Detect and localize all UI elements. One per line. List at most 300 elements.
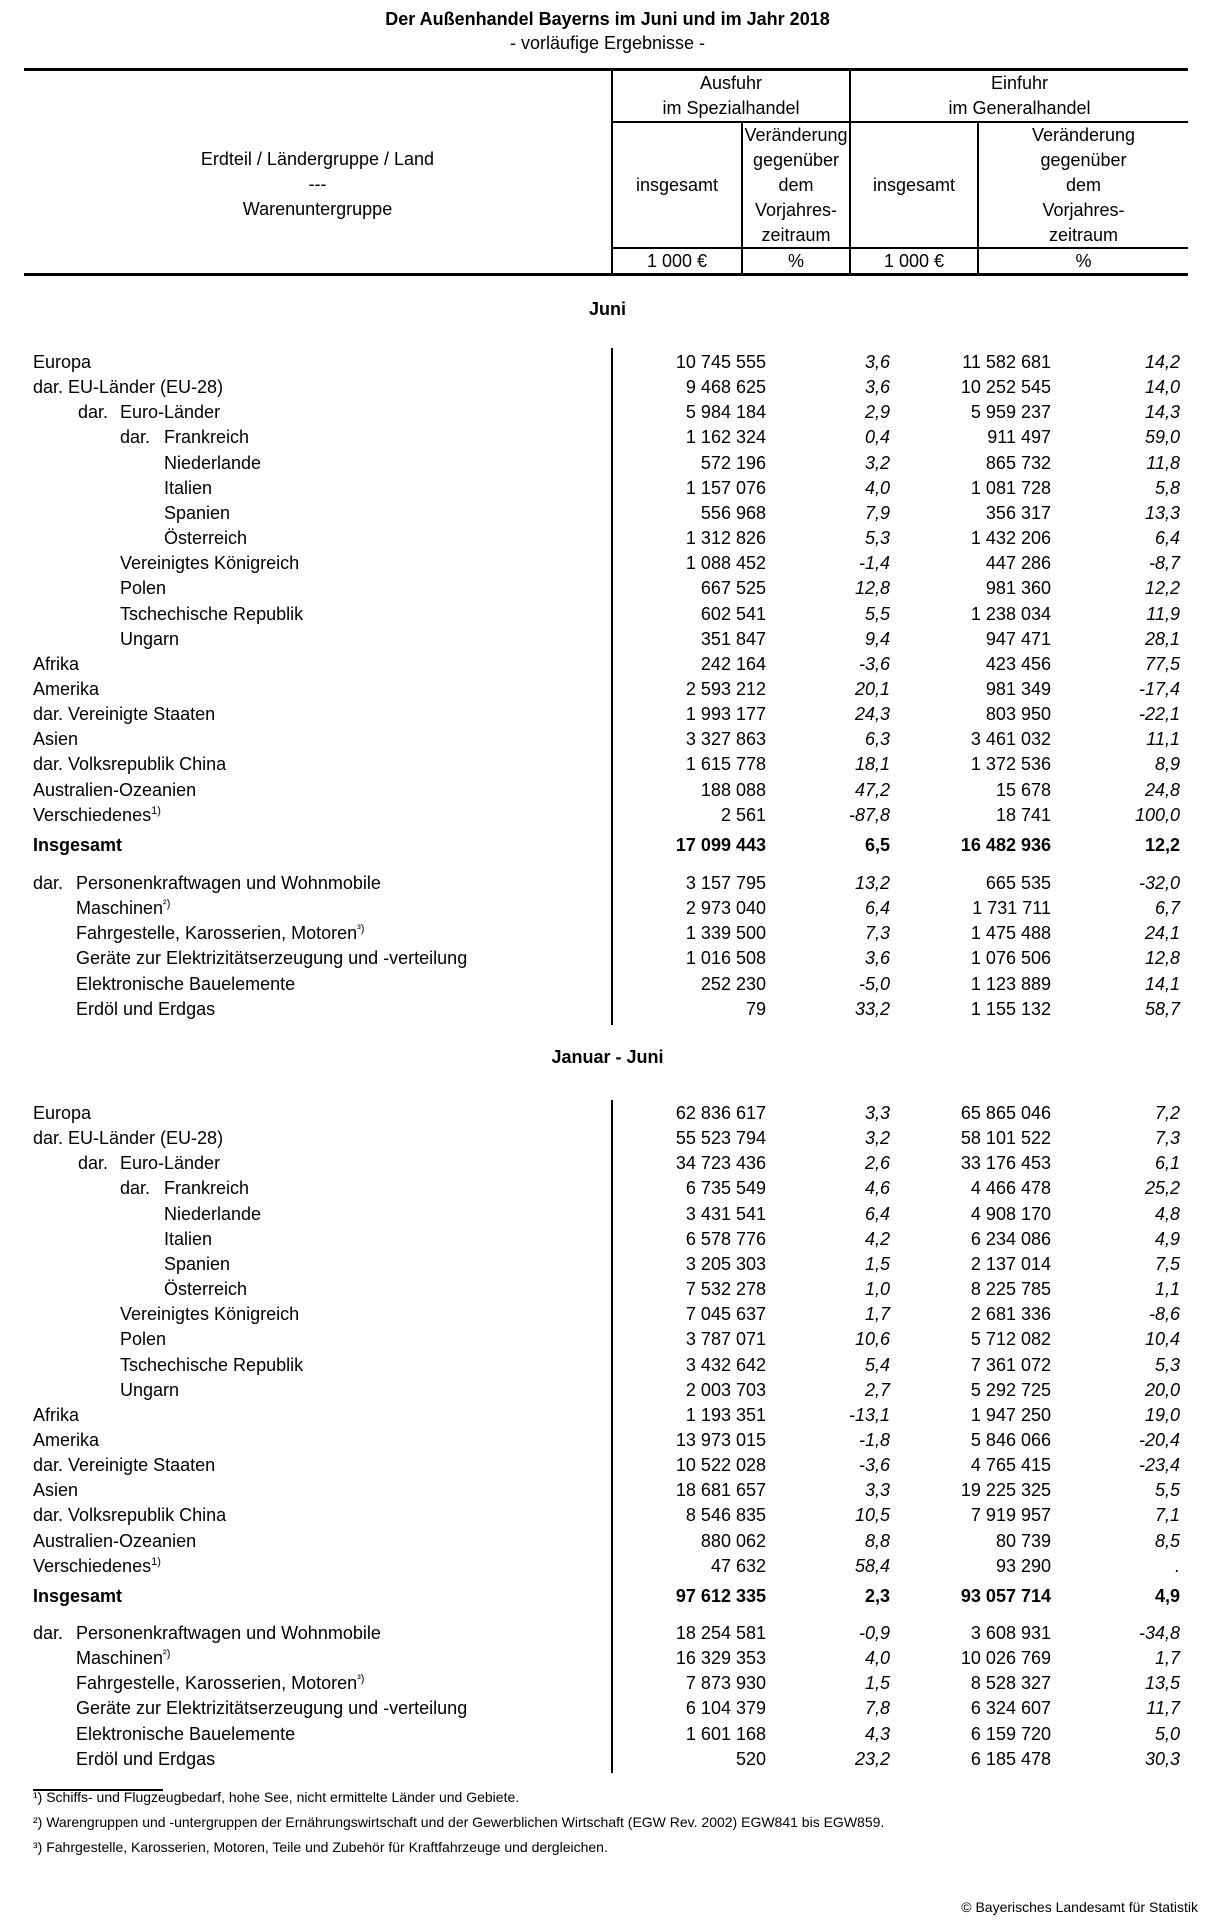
table-row [0, 1151, 1215, 1176]
row-prefix: dar. [120, 1178, 151, 1199]
export-change: 3,3 [864, 1480, 890, 1501]
goods-row [0, 1747, 1215, 1772]
goods-label [76, 972, 295, 997]
goods-label-text: Geräte zur Elektrizitätserzeugung und -verteilung [76, 948, 468, 969]
import-value: 6 185 478 [970, 1748, 1051, 1769]
export-value: 3 787 071 [685, 1329, 766, 1350]
import-value: 7 919 957 [970, 1505, 1051, 1526]
import-change: -32,0 [1138, 873, 1180, 893]
row-label [33, 677, 99, 702]
import-value: 4 765 415 [970, 1455, 1051, 1476]
export-change: -1,4 [858, 553, 890, 574]
footnote-ref: 1) [151, 804, 161, 817]
row-label-text: Amerika [33, 1429, 100, 1450]
header-import-change [979, 123, 1188, 247]
import-value: 8 225 785 [970, 1279, 1051, 1300]
import-value: 2 681 336 [970, 1304, 1051, 1325]
import-value: 6 159 720 [970, 1723, 1051, 1744]
import-change: 14,3 [1144, 402, 1180, 423]
goods-label [76, 921, 364, 946]
table-row [0, 677, 1215, 702]
export-change: 0,4 [864, 427, 890, 448]
row-label [164, 1227, 212, 1252]
goods-label-text: Erdöl und Erdgas [76, 998, 216, 1019]
import-value: 665 535 [985, 873, 1051, 893]
import-change: 7,1 [1154, 1505, 1180, 1526]
row-label [33, 1453, 215, 1478]
header-change-line: zeitraum [1048, 224, 1119, 245]
row-label-text: dar. Vereinigte Staaten [33, 1455, 216, 1476]
goods-label-text: Personenkraftwagen und Wohnmobile [76, 1623, 381, 1643]
import-change: 8,5 [1154, 1530, 1180, 1551]
row-label-text: EU-Länder (EU-28) [68, 1128, 224, 1149]
row-label [120, 1151, 220, 1176]
import-value: 1 238 034 [970, 603, 1051, 624]
header-import-group [851, 70, 1188, 121]
import-value: 1 081 728 [970, 477, 1051, 498]
export-value: 252 230 [700, 973, 766, 994]
import-value: 1 372 536 [970, 754, 1051, 775]
row-label-text: Spanien [164, 1253, 231, 1274]
export-change: -3,6 [858, 1455, 890, 1476]
export-value: 6 104 379 [685, 1698, 766, 1719]
table-row [0, 1503, 1215, 1528]
row-label [33, 1503, 226, 1528]
export-value: 79 [745, 998, 766, 1019]
row-label [164, 501, 230, 526]
footnote-ref: ³) [357, 1673, 365, 1686]
goods-label-text: Fahrgestelle, Karosserien, Motoren [76, 923, 358, 944]
import-change: 6,7 [1154, 898, 1180, 919]
import-change: 12,2 [1144, 835, 1180, 855]
footnote-ref: ³) [357, 923, 365, 936]
import-value: 981 360 [985, 578, 1051, 599]
row-prefix: dar. [78, 402, 109, 423]
import-value: 5 846 066 [970, 1429, 1051, 1450]
goods-row [0, 1646, 1215, 1671]
export-change: 7,8 [864, 1698, 890, 1719]
row-label-text: dar. Volksrepublik China [33, 754, 227, 775]
goods-row [0, 921, 1215, 946]
table-row [0, 1277, 1215, 1302]
export-change: 2,7 [864, 1379, 890, 1400]
import-value: 7 361 072 [970, 1354, 1051, 1375]
import-value: 6 324 607 [970, 1698, 1051, 1719]
import-change: 14,0 [1144, 377, 1180, 398]
row-label-text: Australien-Ozeanien [33, 1530, 197, 1551]
export-value: 3 157 795 [685, 873, 766, 893]
row-label [33, 1478, 78, 1503]
export-value: 7 532 278 [685, 1279, 766, 1300]
row-label-text: Polen [120, 578, 167, 599]
import-change: 13,3 [1144, 502, 1180, 523]
table-row [0, 652, 1215, 677]
table-row [0, 526, 1215, 551]
import-change: 20,0 [1144, 1379, 1180, 1400]
page-title: Der Außenhandel Bayerns im Juni und im Jahr 2018 [385, 9, 830, 29]
row-label [164, 1277, 247, 1302]
header-export-line-1: Ausfuhr [699, 72, 763, 93]
table-row [0, 602, 1215, 627]
import-change: 24,1 [1144, 923, 1180, 944]
export-value: 62 836 617 [675, 1103, 766, 1123]
import-change: 6,4 [1154, 528, 1180, 549]
export-value: 9 468 625 [685, 377, 766, 398]
export-value: 1 993 177 [685, 704, 766, 725]
header-import-total [851, 123, 977, 247]
row-label-text: Niederlande [164, 452, 262, 473]
export-value: 47 632 [710, 1555, 766, 1576]
import-value: 65 865 046 [960, 1103, 1051, 1123]
export-change: 6,3 [864, 729, 890, 750]
table-row [0, 1227, 1215, 1252]
goods-label [76, 1671, 364, 1696]
export-change: 47,2 [854, 779, 890, 800]
table-row [0, 778, 1215, 803]
export-value: 1 601 168 [685, 1723, 766, 1744]
header-stub [24, 122, 611, 247]
unit-export-change: % [787, 250, 804, 271]
import-value: 10 252 545 [960, 377, 1051, 398]
goods-label [76, 1747, 215, 1772]
export-value: 34 723 436 [675, 1153, 766, 1174]
export-change: 1,5 [864, 1253, 890, 1274]
header-export-total-label: insgesamt [635, 174, 719, 195]
goods-label-text: Fahrgestelle, Karosserien, Motoren [76, 1673, 358, 1694]
import-change: -17,4 [1138, 678, 1180, 699]
table-row [0, 1176, 1215, 1201]
table-row [0, 451, 1215, 476]
table-row [0, 627, 1215, 652]
import-value: 80 739 [995, 1530, 1051, 1551]
export-change: 33,2 [854, 998, 890, 1019]
import-change: . [1174, 1555, 1180, 1576]
import-value: 1 731 711 [972, 898, 1051, 919]
import-change: 10,4 [1144, 1329, 1180, 1350]
import-change: 12,2 [1144, 578, 1180, 599]
import-change: 5,5 [1154, 1480, 1180, 1501]
goods-label-text: Maschinen [76, 898, 164, 919]
export-change: 4,0 [864, 1648, 890, 1669]
import-change: -22,1 [1138, 704, 1180, 725]
import-change: 77,5 [1144, 653, 1180, 674]
export-value: 1 162 324 [685, 427, 766, 448]
header-export-line-2: im Spezialhandel [662, 97, 800, 118]
import-change: 24,8 [1144, 779, 1180, 800]
export-value: 3 432 642 [685, 1354, 766, 1375]
export-value: 16 329 353 [675, 1648, 766, 1669]
table-row [0, 702, 1215, 727]
header-import-line-2: im Generalhandel [948, 97, 1091, 118]
export-change: -13,1 [848, 1404, 890, 1425]
goods-label [76, 997, 215, 1022]
export-change: 4,2 [864, 1228, 890, 1249]
total-label: Insgesamt [33, 835, 123, 855]
import-value: 947 471 [985, 628, 1051, 649]
row-label [33, 727, 78, 752]
export-value: 1 312 826 [685, 528, 766, 549]
export-change: 3,2 [864, 1128, 890, 1149]
import-value: 5 712 082 [970, 1329, 1051, 1350]
footnote-ref: 1) [151, 1555, 161, 1568]
import-value: 8 528 327 [970, 1673, 1051, 1694]
goods-label [76, 896, 170, 921]
export-change: 4,3 [864, 1723, 890, 1744]
row-label-text: Asien [33, 1480, 79, 1501]
row-label [33, 1101, 91, 1126]
goods-label [76, 1621, 381, 1646]
table-row [0, 375, 1215, 400]
import-change: 5,0 [1154, 1723, 1180, 1744]
goods-label-text: Geräte zur Elektrizitätserzeugung und -verteilung [76, 1698, 468, 1719]
export-change: 3,6 [864, 377, 890, 398]
goods-row [0, 1621, 1215, 1646]
footnote-1-mark: ¹) [33, 1789, 43, 1805]
header-export-group [613, 70, 849, 121]
import-change: -8,6 [1148, 1304, 1180, 1325]
import-change: 14,2 [1144, 352, 1180, 372]
table-row [0, 1252, 1215, 1277]
export-change: 58,4 [854, 1555, 890, 1576]
table-row [0, 727, 1215, 752]
export-change: -3,6 [858, 653, 890, 674]
table-row [0, 1529, 1215, 1554]
export-value: 10 522 028 [675, 1455, 766, 1476]
table-row [0, 551, 1215, 576]
export-change: 7,9 [864, 502, 890, 523]
row-label-text: Polen [120, 1329, 167, 1350]
table-row [0, 803, 1215, 828]
import-value: 15 678 [995, 779, 1051, 800]
export-change: 6,4 [864, 898, 890, 919]
row-prefix: dar. [33, 377, 64, 398]
export-value: 1 016 508 [685, 948, 766, 969]
row-label [33, 752, 226, 777]
import-value: 423 456 [985, 653, 1051, 674]
table-row [0, 1327, 1215, 1352]
footnote-3 [33, 1839, 608, 1855]
footnote-ref: ²) [163, 1648, 171, 1661]
import-change: 8,9 [1154, 754, 1180, 775]
row-label-text: Europa [33, 1103, 92, 1123]
import-change: 11,8 [1146, 452, 1180, 473]
import-value: 981 349 [985, 678, 1051, 699]
import-change: -23,4 [1138, 1455, 1180, 1476]
export-value: 13 973 015 [675, 1429, 766, 1450]
import-value: 911 497 [987, 427, 1051, 448]
export-change: 9,4 [864, 628, 890, 649]
export-change: 2,9 [864, 402, 890, 423]
row-label-text: Frankreich [164, 427, 250, 448]
export-value: 18 681 657 [675, 1480, 766, 1501]
import-change: 1,1 [1154, 1279, 1180, 1300]
export-change: 6,5 [864, 835, 890, 855]
goods-row [0, 896, 1215, 921]
export-change: 1,5 [864, 1673, 890, 1694]
export-change: 3,3 [864, 1103, 890, 1123]
import-value: 5 292 725 [970, 1379, 1051, 1400]
goods-row [0, 972, 1215, 997]
row-label [33, 1554, 161, 1579]
section-label: Juni [588, 299, 626, 319]
export-change: 5,4 [864, 1354, 890, 1375]
table-row [0, 752, 1215, 777]
row-label-text: Vereinigtes Königreich [120, 1304, 300, 1325]
row-prefix: dar. [78, 1153, 109, 1174]
row-label [164, 476, 212, 501]
goods-row [0, 1671, 1215, 1696]
export-value: 8 546 835 [685, 1505, 766, 1526]
export-value: 520 [735, 1748, 766, 1769]
import-value: 58 101 522 [960, 1128, 1051, 1149]
row-label-text: Asien [33, 729, 79, 750]
row-label-text: Niederlande [164, 1203, 262, 1224]
header-change-line: gegenüber [752, 149, 840, 170]
row-prefix: dar. [33, 1128, 64, 1149]
export-change: -1,8 [858, 1429, 890, 1450]
import-value: 1 076 506 [970, 948, 1051, 969]
export-change: 10,5 [854, 1505, 890, 1526]
import-value: 4 908 170 [970, 1203, 1051, 1224]
row-label [120, 551, 299, 576]
goods-row [0, 1722, 1215, 1747]
export-change: 2,6 [864, 1153, 890, 1174]
export-value: 1 615 778 [685, 754, 766, 775]
table-row [0, 425, 1215, 450]
import-change: 19,0 [1144, 1404, 1180, 1425]
import-change: 7,2 [1154, 1103, 1180, 1123]
export-change: 6,4 [864, 1203, 890, 1224]
header-change-line: Vorjahres- [1042, 199, 1125, 220]
import-change: 4,9 [1154, 1586, 1180, 1606]
export-change: -5,0 [858, 973, 890, 994]
import-change: 11,7 [1146, 1698, 1180, 1719]
goods-label-text: Personenkraftwagen und Wohnmobile [76, 873, 381, 893]
import-value: 11 582 681 [962, 352, 1051, 372]
header-export-change [743, 123, 849, 247]
import-change: 5,8 [1154, 477, 1180, 498]
export-value: 17 099 443 [675, 835, 766, 855]
row-label-text: dar. Volksrepublik China [33, 1505, 227, 1526]
footnote-2 [33, 1814, 884, 1830]
export-change: 3,2 [864, 452, 890, 473]
row-label-text: Euro-Länder [120, 1153, 221, 1174]
import-value: 5 959 237 [970, 402, 1051, 423]
export-value: 3 205 303 [685, 1253, 766, 1274]
header-change-line: Veränderung [1031, 124, 1136, 145]
table-row [0, 476, 1215, 501]
export-value: 7 873 930 [685, 1673, 766, 1694]
import-value: 19 225 325 [960, 1480, 1051, 1501]
export-change: 23,2 [854, 1748, 890, 1769]
import-value: 1 475 488 [970, 923, 1051, 944]
export-value: 667 525 [700, 578, 766, 599]
row-label-text: Tschechische Republik [120, 603, 304, 624]
row-label [164, 425, 249, 450]
import-change: 14,1 [1144, 973, 1180, 994]
footnote-3-mark: ³) [33, 1839, 43, 1855]
import-value: 1 155 132 [970, 998, 1051, 1019]
import-change: 11,9 [1146, 603, 1180, 624]
export-value: 6 735 549 [685, 1178, 766, 1199]
header-change-line: Veränderung [744, 124, 848, 145]
import-change: 6,1 [1154, 1153, 1180, 1174]
footnote-1 [33, 1789, 519, 1805]
import-change: -20,4 [1138, 1429, 1180, 1450]
goods-label [76, 871, 381, 896]
row-prefix: dar. [33, 1623, 64, 1643]
row-label-text: Afrika [33, 653, 80, 674]
export-change: 18,1 [854, 754, 890, 775]
import-change: 5,3 [1154, 1354, 1180, 1375]
row-label-text: Italien [164, 477, 213, 498]
export-change: -87,8 [848, 804, 890, 825]
row-label [120, 1327, 166, 1352]
import-change: 7,3 [1154, 1128, 1180, 1149]
row-label [120, 627, 179, 652]
header-change-line: gegenüber [1040, 149, 1127, 170]
section-label: Januar - Juni [551, 1047, 664, 1067]
table-row [0, 1428, 1215, 1453]
import-change: -34,8 [1138, 1623, 1180, 1643]
footnote-ref: ²) [163, 898, 171, 911]
row-label-text: Afrika [33, 1404, 80, 1425]
header-import-line-1: Einfuhr [990, 72, 1049, 93]
import-change: 30,3 [1144, 1748, 1180, 1769]
row-label [164, 1176, 249, 1201]
row-label-text: Italien [164, 1228, 213, 1249]
row-label-text: Verschiedenes [33, 804, 152, 825]
row-label [68, 1126, 223, 1151]
export-value: 1 088 452 [685, 553, 766, 574]
header-change-line: zeitraum [761, 224, 831, 245]
row-label-text: Vereinigtes Königreich [120, 553, 300, 574]
row-label [33, 652, 79, 677]
goods-label [76, 1722, 295, 1747]
row-label [33, 1403, 79, 1428]
header-stub-line-3: Warenuntergruppe [242, 199, 393, 219]
export-value: 10 745 555 [675, 352, 766, 372]
row-label-text: Amerika [33, 678, 100, 699]
export-value: 2 003 703 [685, 1379, 766, 1400]
goods-row [0, 997, 1215, 1022]
import-value: 10 026 769 [960, 1648, 1051, 1669]
export-change: 7,3 [864, 923, 890, 944]
goods-label [76, 1646, 170, 1671]
export-value: 556 968 [700, 502, 766, 523]
goods-label-text: Elektronische Bauelemente [76, 973, 296, 994]
import-value: 1 123 889 [970, 973, 1051, 994]
row-label-text: Verschiedenes [33, 1555, 152, 1576]
footnote-2-text: Warengruppen und -untergruppen der Ernährungswirtschaft und der Gewerblichen Wirtschaft (EGW Rev. 2002) EGW841 bis EGW859. [42, 1814, 885, 1830]
import-change: 13,5 [1144, 1673, 1180, 1694]
import-value: 6 234 086 [970, 1228, 1051, 1249]
goods-row [0, 871, 1215, 896]
row-label-text: dar. Vereinigte Staaten [33, 704, 216, 725]
export-change: 1,7 [864, 1304, 890, 1325]
import-value: 447 286 [985, 553, 1051, 574]
footnote-2-mark: ²) [33, 1814, 43, 1830]
goods-row [0, 946, 1215, 971]
export-value: 1 157 076 [685, 477, 766, 498]
import-value: 1 432 206 [970, 528, 1051, 549]
export-value: 97 612 335 [675, 1586, 766, 1606]
export-value: 572 196 [700, 452, 766, 473]
table-row [0, 1453, 1215, 1478]
export-value: 3 327 863 [685, 729, 766, 750]
import-value: 33 176 453 [960, 1153, 1051, 1174]
import-change: 28,1 [1144, 628, 1180, 649]
